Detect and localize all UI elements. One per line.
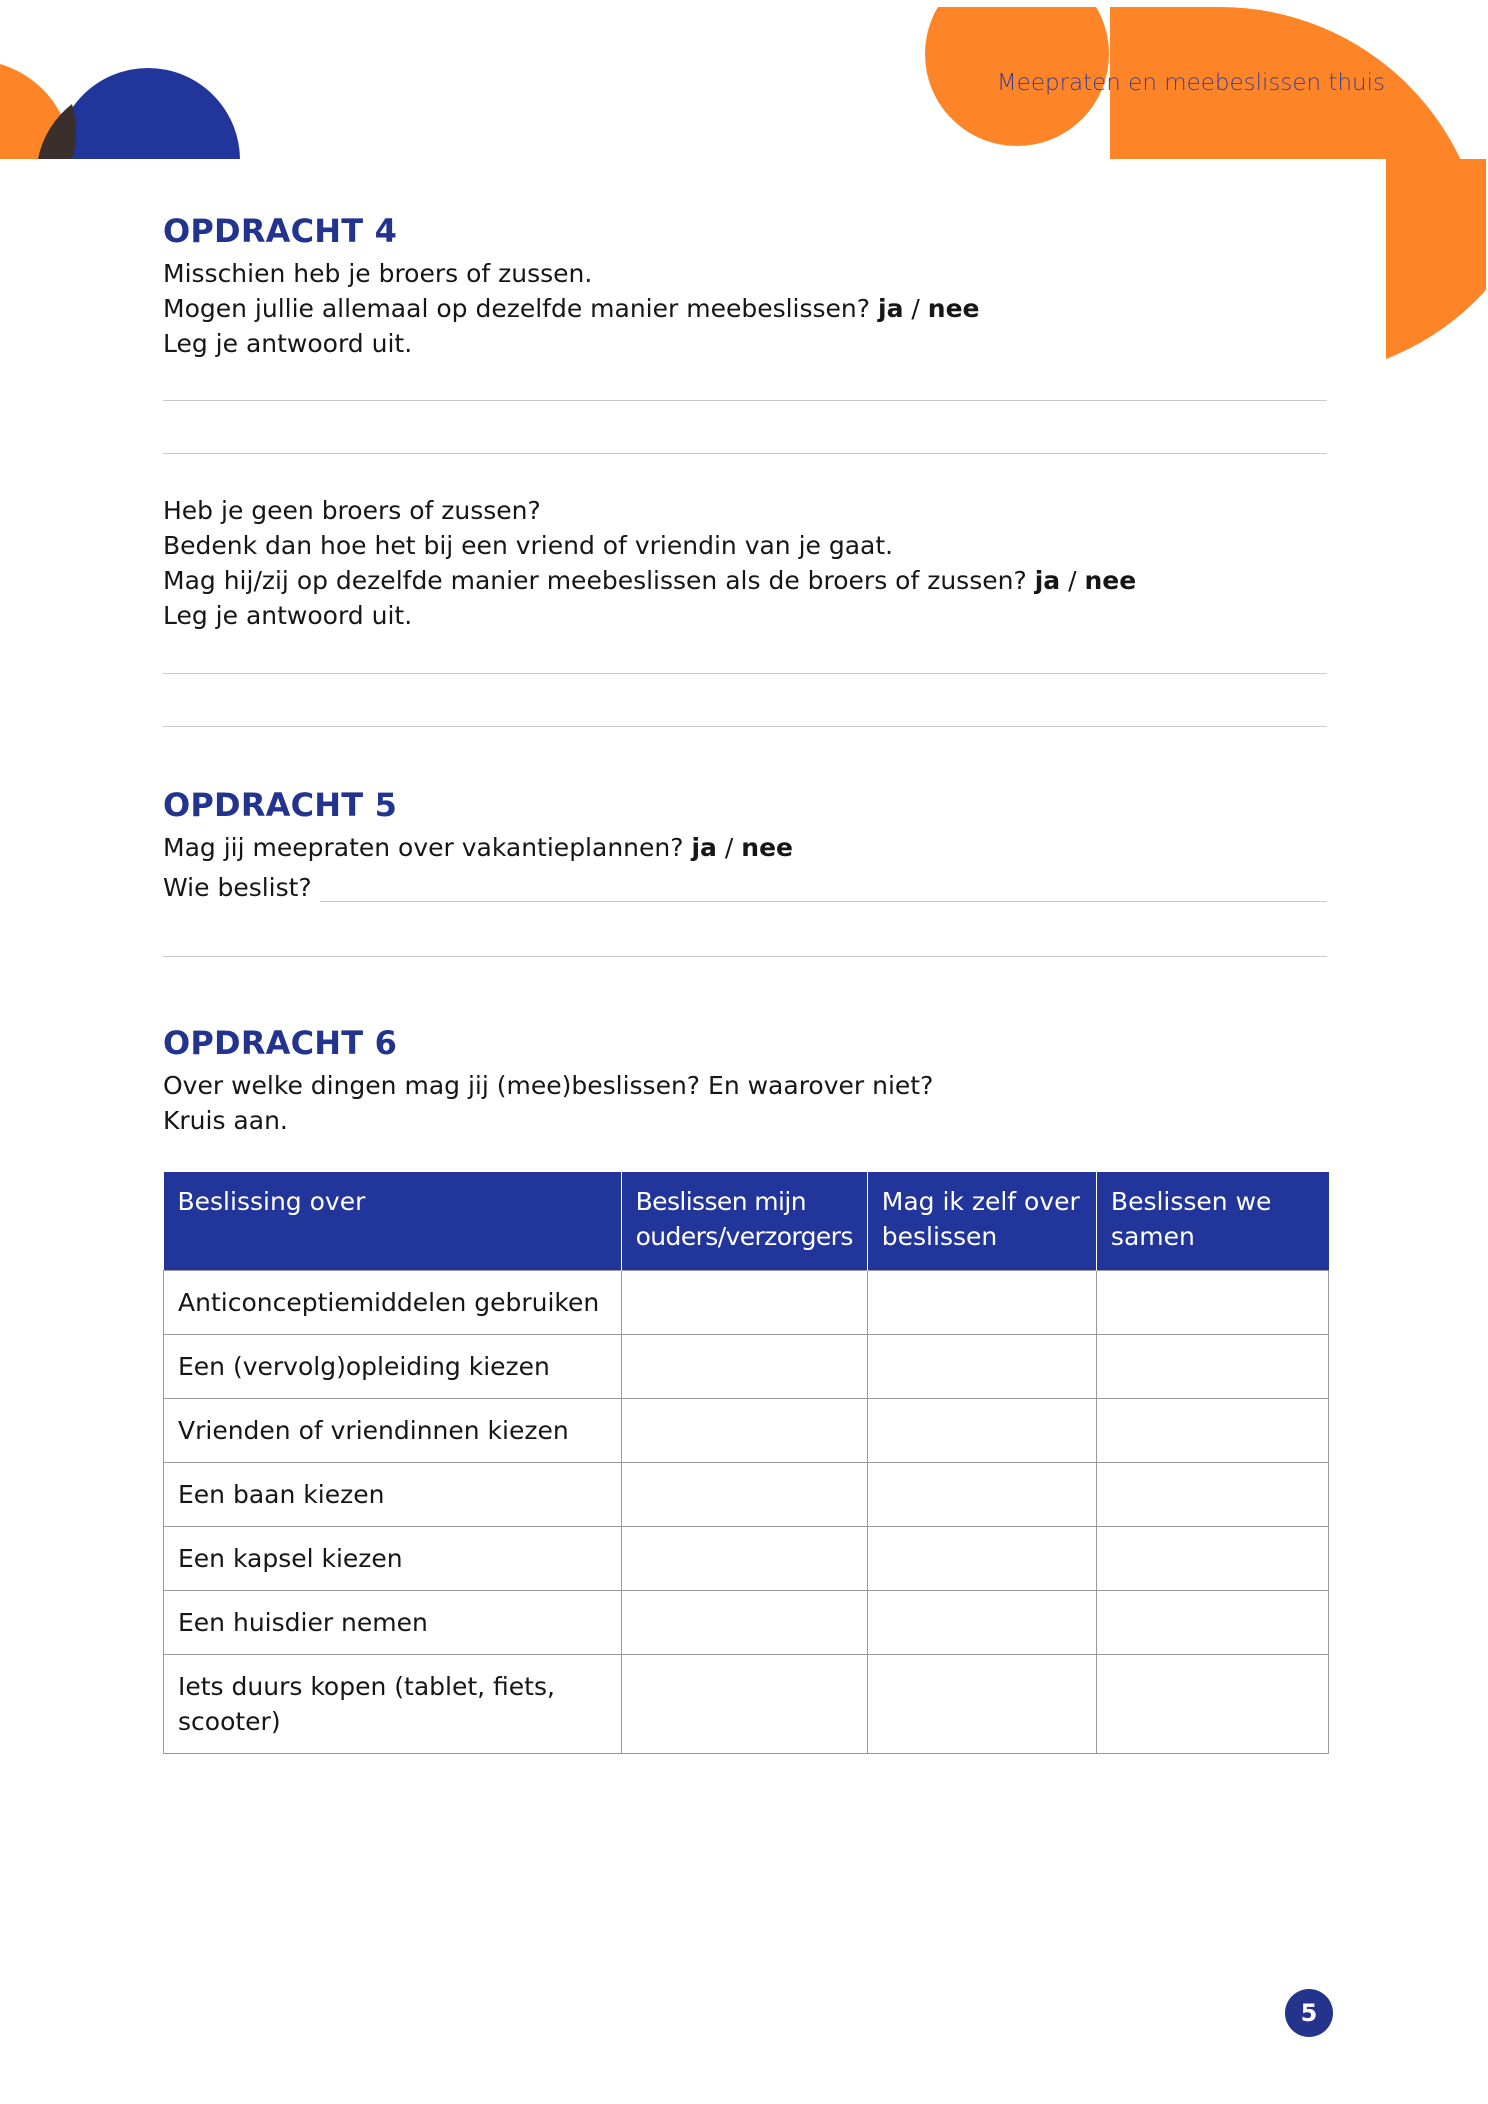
opdracht5-slash: / [724, 833, 734, 862]
opdracht4-slash: / [911, 294, 920, 323]
column-header: Beslissing over [164, 1172, 622, 1271]
opdracht5-question [163, 830, 1327, 865]
checkbox-cell-ouders[interactable] [621, 1527, 867, 1591]
table-header-row [164, 1172, 1329, 1271]
opdracht4-alt-explain: Leg je antwoord uit. [163, 601, 413, 630]
checkbox-cell-samen[interactable] [1096, 1527, 1328, 1591]
row-label: Een kapsel kiezen [164, 1527, 622, 1591]
checkbox-cell-zelf[interactable] [867, 1591, 1096, 1655]
opdracht4-question-text: Mogen jullie allemaal op dezelfde manier meebeslissen? [163, 294, 871, 323]
opdracht6-section [163, 1024, 1327, 1138]
checkbox-cell-zelf[interactable] [867, 1399, 1096, 1463]
opdracht5-heading: OPDRACHT 5 [163, 786, 398, 824]
opdracht4-nee[interactable]: nee [927, 294, 980, 323]
table-row [164, 1335, 1329, 1399]
checkbox-cell-zelf[interactable] [867, 1335, 1096, 1399]
opdracht6-heading: OPDRACHT 6 [163, 1024, 398, 1062]
opdracht6-line1: Over welke dingen mag jij (mee)beslissen? En waarover niet? [163, 1071, 934, 1100]
opdracht5-who-label: Wie beslist? [163, 873, 312, 902]
column-header: Mag ik zelf over beslissen [867, 1172, 1096, 1271]
header-title: Meepraten en meebeslissen thuis [996, 70, 1385, 96]
opdracht4-line1: Misschien heb je broers of zussen. [163, 259, 593, 288]
checkbox-cell-zelf[interactable] [867, 1527, 1096, 1591]
opdracht4-question [163, 291, 1327, 326]
row-label: Vrienden of vriendinnen kiezen [164, 1399, 622, 1463]
answer-line[interactable] [163, 400, 1327, 401]
opdracht4-explain: Leg je antwoord uit. [163, 329, 413, 358]
opdracht5-who-row [163, 873, 1327, 902]
opdracht5-nee[interactable]: nee [741, 833, 793, 862]
checkbox-cell-ouders[interactable] [621, 1335, 867, 1399]
page-number: 5 [1285, 1989, 1333, 2037]
answer-line[interactable] [163, 956, 1327, 957]
opdracht6-line2: Kruis aan. [163, 1106, 288, 1135]
row-label: Iets duurs kopen (tablet, fiets, scooter) [164, 1655, 622, 1754]
opdracht4-ja[interactable]: ja [878, 294, 904, 323]
opdracht4-heading: OPDRACHT 4 [163, 212, 398, 250]
checkbox-cell-ouders[interactable] [621, 1399, 867, 1463]
opdracht5-who-input-line[interactable] [320, 875, 1327, 902]
answer-line[interactable] [163, 453, 1327, 454]
table-row [164, 1591, 1329, 1655]
opdracht4-section [163, 212, 1327, 361]
row-label: Een huisdier nemen [164, 1591, 622, 1655]
opdracht4-alt-slash: / [1068, 566, 1077, 595]
opdracht5-question-text: Mag jij meepraten over vakantieplannen? [163, 833, 684, 862]
opdracht5-ja[interactable]: ja [691, 833, 717, 862]
checkbox-cell-samen[interactable] [1096, 1591, 1328, 1655]
checkbox-cell-ouders[interactable] [621, 1271, 867, 1335]
table-row [164, 1527, 1329, 1591]
row-label: Een (vervolg)opleiding kiezen [164, 1335, 622, 1399]
opdracht5-section [163, 786, 1327, 902]
column-header: Beslissen mijn ouders/verzorgers [621, 1172, 867, 1271]
opdracht4-alt-line1: Heb je geen broers of zussen? [163, 496, 541, 525]
checkbox-cell-zelf[interactable] [867, 1271, 1096, 1335]
table-row [164, 1271, 1329, 1335]
checkbox-cell-ouders[interactable] [621, 1655, 867, 1754]
opdracht4-alt-ja[interactable]: ja [1034, 566, 1061, 595]
table-row [164, 1655, 1329, 1754]
checkbox-cell-samen[interactable] [1096, 1463, 1328, 1527]
checkbox-cell-samen[interactable] [1096, 1335, 1328, 1399]
checkbox-cell-samen[interactable] [1096, 1271, 1328, 1335]
checkbox-cell-ouders[interactable] [621, 1591, 867, 1655]
opdracht4-alt-nee[interactable]: nee [1084, 566, 1137, 595]
checkbox-cell-zelf[interactable] [867, 1655, 1096, 1754]
answer-line[interactable] [163, 726, 1327, 727]
checkbox-cell-zelf[interactable] [867, 1463, 1096, 1527]
table-row [164, 1399, 1329, 1463]
answer-line[interactable] [163, 673, 1327, 674]
checkbox-cell-samen[interactable] [1096, 1655, 1328, 1754]
row-label: Een baan kiezen [164, 1463, 622, 1527]
checkbox-cell-ouders[interactable] [621, 1463, 867, 1527]
opdracht4-alt-line2: Bedenk dan hoe het bij een vriend of vriendin van je gaat. [163, 531, 894, 560]
checkbox-cell-samen[interactable] [1096, 1399, 1328, 1463]
opdracht4-alt-question [163, 563, 1327, 598]
orange-circle-left [0, 60, 72, 260]
row-label: Anticonceptiemiddelen gebruiken [164, 1271, 622, 1335]
table-row [164, 1463, 1329, 1527]
column-header: Beslissen we samen [1096, 1172, 1328, 1271]
decision-table [163, 1172, 1329, 1754]
opdracht4-alt-question-text: Mag hij/zij op dezelfde manier meebeslissen als de broers of zussen? [163, 566, 1027, 595]
opdracht4-alt-section [163, 493, 1327, 633]
